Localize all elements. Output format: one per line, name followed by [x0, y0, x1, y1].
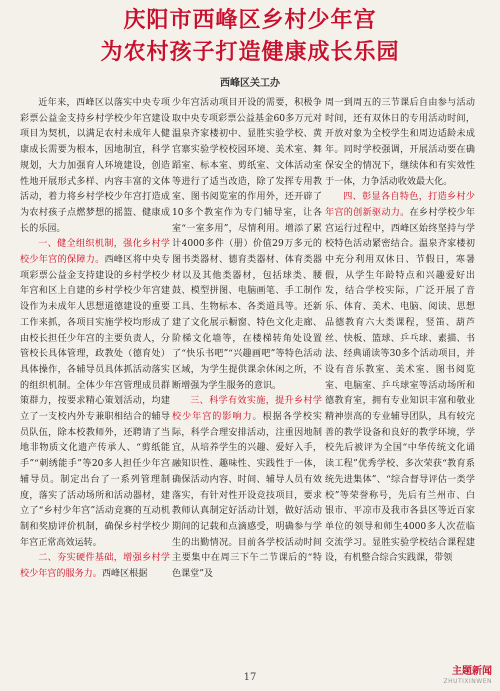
- magazine-logo: [443, 666, 492, 685]
- paragraph: [20, 237, 170, 551]
- text-column-1: [20, 96, 170, 583]
- article-title-line2: 为农村孩子打造健康成长乐园: [100, 39, 400, 65]
- paragraph-text: 西峰区根据: [101, 569, 148, 580]
- article-title-line1: 庆阳市西峰区乡村少年宫: [123, 7, 377, 33]
- paragraph: [20, 551, 170, 582]
- paragraph: 周一到周五的三节课后自由参与活动时间，还有双休日的专用活动时间，开放对象为全校学生和周边适龄未成年。同时学校强调，开展活动要在确保安全的情况下，继续体和有实效性于一体，力争活动收效最大化。: [325, 98, 475, 187]
- paragraph: [172, 394, 322, 582]
- logo-text: 主题新闻: [452, 666, 492, 677]
- section-heading: 一、健全组织机制，强化乡村学校少年宫的保障力。: [20, 239, 170, 266]
- paragraph: 近年来，西峰区以落实中央专项彩票公益金支持乡村学校少年宫建设项目为契机，以满足农村未成年人健康成长需要为根本，因地制宜，科学规划，大力加强育人环境建设，创造性地开展形式多样、内容丰富的文体活动，着力将乡村学校少年宫打造成为农村孩子点燃梦想的摇篮、健康成长的乐园。: [20, 98, 170, 234]
- paragraph-text: 西峰区将中央专项彩票公益金支持建设的乡村学校少年宫和区上自建的乡村学校少年宫建设作为未成年人思想道德建设的重要工作来抓，各项目实施学校均形成了由校长担任少年宫的主要负责人，分管校长具体管理，政教处（德育处）具体操作，各辅导员具体抓活动落实的组织机制。全体少年宫管理成员群策群力，按要求精心策划活动，均建立了一支校内外专兼职相结合的辅导员队伍，除本校教师外，还聘请了当地非物质文化遗产传承人、“剪纸能手”“刺绣能手”等20多人担任少年宫辅导员。制定出台了一系列管理制度，落实了活动场所和活动器材，建立了“乡村少年宫”活动竞赛的互动机制和奖励评价机制，确保乡村学校少年宫正常高效运转。: [20, 255, 170, 548]
- paragraph-text: 在乡村学校少年宫运行过程中，西峰区始终坚持与学校特色活动紧密结合。温泉齐家楼初中充分利用双休日、节假日，寒暑假，从学生年龄特点和兴趣爱好出发，结合学校实际，广泛开展了音乐、体育、美术、电脑、阅读、思想品德教育六大类课程，竖笛、葫芦丝、快板、篮球、乒乓球、素描、书法、经典诵读等30多个活动项目，并设有音乐教室、美术室、图书阅览室、电脑室、乒乓球室等活动场所和德教育室，拥有专业知识丰富和敬业精神崇高的专业辅导团队，具有较完善的教学设备和良好的教学环境，学校先后被评为全国“中华传统文化诵读工程”优秀学校、多次荣获“教育系统先进集体”、“综合督导评估一类学校”等荣誉称号，先后有兰州市、白银市、平凉市及我市各县区等近百家单位的领导和师生4000多人次莅临交流学习。显胜实验学校结合课程建设，有机整合综合实践课，带领: [325, 207, 475, 564]
- paragraph-text: 根据各学校实际，科学合理安排活动，注重因地制宜，从培养学生的兴趣、爱好入手，融知识性、趣味性、实践性于一体，确保活动内容、时间、辅导人员有效落实，有针对性开设竞技项目，要求教师认真制定好活动计划，做好活动期间的记载和点滴感受，明确参与学生的出勤情况。目前各学校活动时间主要集中在周三下午二节课后的“特色课堂”及: [172, 412, 322, 580]
- text-column-2: [172, 96, 322, 583]
- article-author: 西峰区关工办: [220, 78, 280, 89]
- text-column-3: [325, 96, 475, 567]
- paragraph: 少年宫活动项目开设的需要，积极争取中央专项彩票公益基金60多万元对温泉齐家楼初中、显胜实验学校、黄官寨实验学校校园环境、美术室、舞蹈室、标本室、剪纸室、文体活动室等进行了适当改造，除了发挥专用教室、图书阅览室的作用外，还开辟了10多个教室作为专门辅导室，让各室“一室多用”，尽情利用。增添了累计4000多件（册）价值29万多元的图书类器材、德育类器材、体育类器材以及其他类器材，包括球类、腰鼓、模型拼图、电脑画笔、手工制作工具、生物标本、各类道具等。还新建了文化展示橱窗、特色文化走廊、阶梯文化墙等，在楼梯转角处设置了“快乐书吧”“兴趣画吧”等特色活动区域，为学生提供课余休闲之所，不断增强为学生服务的意识。: [172, 98, 322, 391]
- page-number: 17: [243, 672, 257, 683]
- section-heading: 三、科学有效实施，提升乡村学校少年宫的影响力。: [172, 396, 322, 423]
- logo-subtext: ZHUTIXINWEN: [443, 678, 492, 685]
- paragraph: [325, 190, 475, 567]
- section-heading: 二、夯实硬件基础，增强乡村学校少年宫的服务力。: [20, 553, 170, 580]
- section-heading: 四、彰显各自特色，打造乡村少年宫的创新驱动力。: [325, 192, 475, 218]
